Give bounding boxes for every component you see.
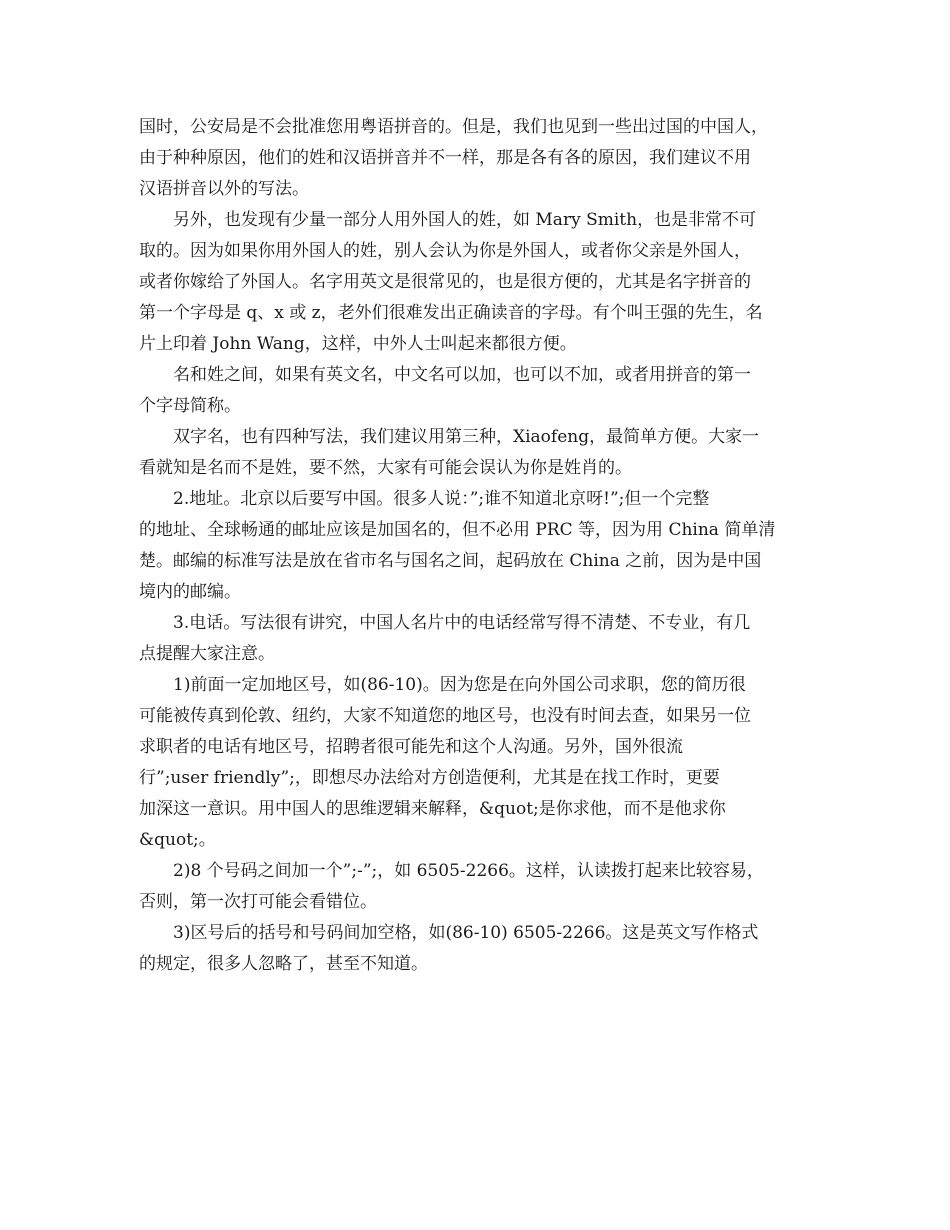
- paragraph-first-line: 名和姓之间，如果有英文名，中文名可以加，也可以不加，或者用拼音的第一: [173, 365, 751, 385]
- text-line: 片上印着 John Wang，这样，中外人士叫起来都很方便。: [139, 334, 577, 354]
- text-line: 取的。因为如果你用外国人的姓，别人会认为你是外国人，或者你父亲是外国人，: [139, 241, 751, 261]
- document-body: [139, 112, 815, 980]
- paragraph-first-line: 另外，也发现有少量一部分人用外国人的姓，如 Mary Smith，也是非常不可: [173, 210, 757, 230]
- text-line: 或者你嫁给了外国人。名字用英文是很常见的，也是很方便的，尤其是名字拼音的: [139, 272, 751, 292]
- paragraph-first-line: 2.地址。北京以后要写中国。很多人说：”;谁不知道北京呀!”;但一个完整: [173, 489, 710, 509]
- text-line: 加深这一意识。用中国人的思维逻辑来解释，&quot;是你求他，而不是他求你: [139, 799, 726, 819]
- text-line: 个字母简称。: [139, 396, 241, 416]
- text-line: 的规定，很多人忽略了，甚至不知道。: [139, 954, 428, 974]
- paragraph-first-line: 1)前面一定加地区号，如(86-10)。因为您是在向外国公司求职，您的简历很: [173, 675, 746, 695]
- text-line: 汉语拼音以外的写法。: [139, 179, 309, 199]
- paragraph-first-line: 3.电话。写法很有讲究，中国人名片中的电话经常写得不清楚、不专业，有几: [173, 613, 751, 633]
- text-line: 求职者的电话有地区号，招聘者很可能先和这个人沟通。另外，国外很流: [139, 737, 683, 757]
- text-line: &quot;。: [139, 830, 216, 850]
- text-line: 看就知是名而不是姓，要不然，大家有可能会误认为你是姓肖的。: [139, 458, 632, 478]
- text-line: 行”;user friendly”;，即想尽办法给对方创造便利，尤其是在找工作时，更要: [139, 768, 720, 788]
- text-line: 否则，第一次打可能会看错位。: [139, 892, 377, 912]
- paragraph-first-line: 2)8 个号码之间加一个”;-”;，如 6505-2266。这样，认读拨打起来比较容易，: [173, 861, 764, 881]
- text-line: 点提醒大家注意。: [139, 644, 275, 664]
- paragraph-first-line: 双字名，也有四种写法，我们建议用第三种，Xiaofeng，最简单方便。大家一: [173, 427, 760, 447]
- text-line: 可能被传真到伦敦、纽约，大家不知道您的地区号，也没有时间去查，如果另一位: [139, 706, 751, 726]
- text-line: 国时，公安局是不会批准您用粤语拼音的。但是，我们也见到一些出过国的中国人，: [139, 117, 768, 137]
- text-line: 境内的邮编。: [139, 582, 241, 602]
- text-line: 楚。邮编的标准写法是放在省市名与国名之间，起码放在 China 之前，因为是中国: [139, 551, 762, 571]
- text-line: 第一个字母是 q、x 或 z，老外们很难发出正确读音的字母。有个叫王强的先生，名: [139, 303, 763, 323]
- paragraph-first-line: 3)区号后的括号和号码间加空格，如(86-10) 6505-2266。这是英文写作格式: [173, 923, 759, 943]
- text-line: 由于种种原因，他们的姓和汉语拼音并不一样，那是各有各的原因，我们建议不用: [139, 148, 751, 168]
- text-line: 的地址、全球畅通的邮址应该是加国名的，但不必用 PRC 等，因为用 China 简单清: [139, 520, 776, 540]
